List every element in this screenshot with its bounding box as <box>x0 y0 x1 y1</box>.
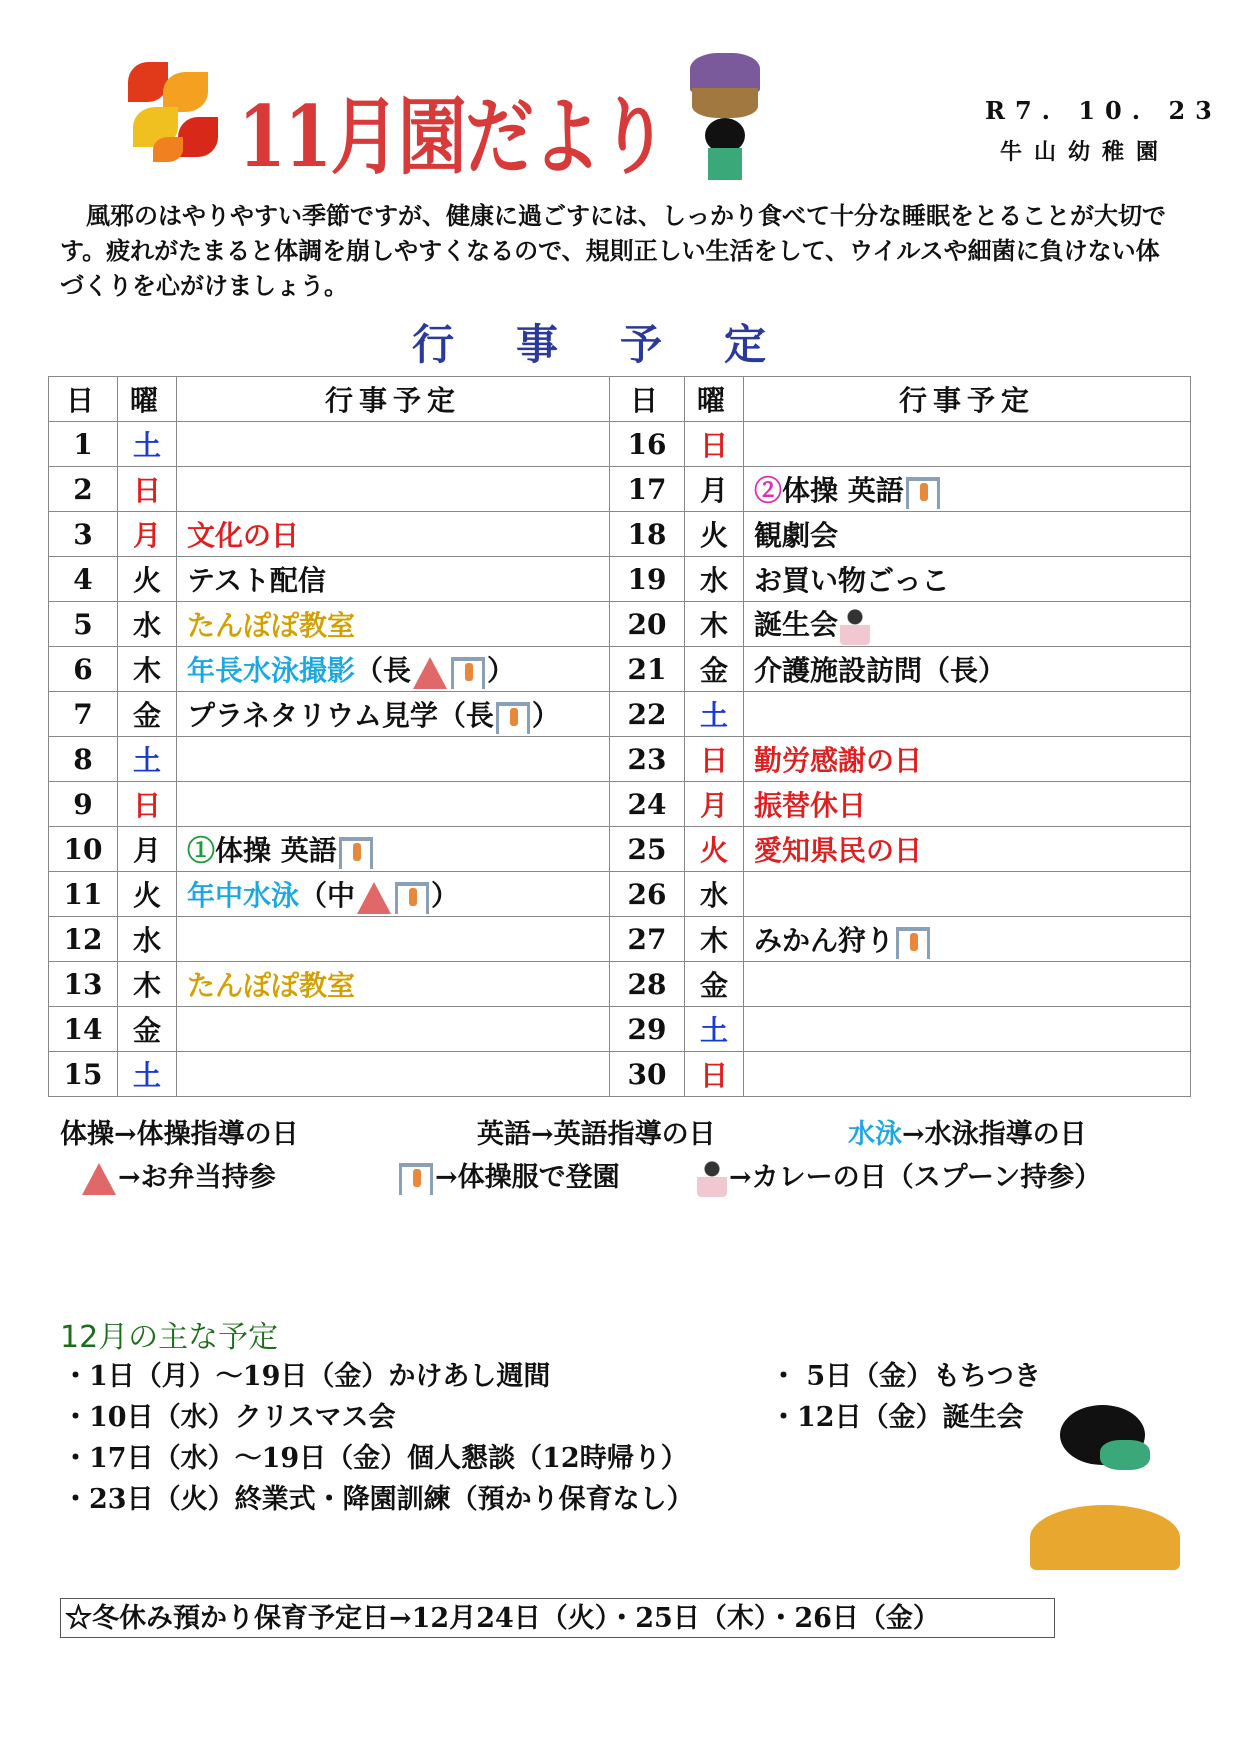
legend-suiei-key: 水泳 <box>848 1119 902 1150</box>
paren-close: ） <box>531 699 560 732</box>
weekday-cell: 金 <box>685 962 744 1007</box>
event-cell <box>177 962 610 1007</box>
header-day: 日 <box>49 377 118 422</box>
weekday-cell: 月 <box>118 512 177 557</box>
day-cell: 10 <box>49 827 118 872</box>
event-group: （長 <box>355 654 412 687</box>
day-cell: 12 <box>49 917 118 962</box>
legend-curry <box>695 1155 1101 1197</box>
legend-suiei-text: →水泳指導の日 <box>902 1119 1087 1150</box>
winter-childcare-notice: ☆冬休み預かり保育予定日→12月24日（火）・25日（木）・26日（金） <box>60 1598 1055 1638</box>
event-text: 介護施設訪問（長） <box>754 654 1007 687</box>
weekday-cell: 日 <box>118 467 177 512</box>
weekday-cell: 木 <box>118 647 177 692</box>
table-row <box>49 647 1191 692</box>
december-item: ・17日（水）～19日（金）個人懇談（12時帰り） <box>62 1443 688 1474</box>
event-cell <box>744 692 1191 737</box>
event-text: 愛知県民の日 <box>754 834 923 867</box>
day-cell: 18 <box>610 512 685 557</box>
event-text: 体操 英語 <box>215 834 337 867</box>
header-event: 行事予定 <box>177 377 610 422</box>
event-cell <box>177 917 610 962</box>
weekday-cell: 木 <box>685 917 744 962</box>
event-cell <box>744 737 1191 782</box>
event-cell <box>744 1052 1191 1097</box>
girl-eating-icon <box>840 609 870 645</box>
rice-ball-icon <box>82 1163 116 1195</box>
gym-bar-icon <box>906 477 940 509</box>
day-cell: 14 <box>49 1007 118 1052</box>
weekday-cell: 火 <box>685 827 744 872</box>
gym-bar-icon <box>339 837 373 869</box>
legend-bento-text: →お弁当持参 <box>118 1162 276 1193</box>
day-cell: 16 <box>610 422 685 467</box>
day-cell: 8 <box>49 737 118 782</box>
event-cell <box>744 602 1191 647</box>
event-text: プラネタリウム見学 <box>187 699 438 732</box>
weekday-cell: 金 <box>118 1007 177 1052</box>
event-cell <box>177 1052 610 1097</box>
day-cell: 19 <box>610 557 685 602</box>
day-cell: 27 <box>610 917 685 962</box>
event-cell <box>744 782 1191 827</box>
december-item: ・23日（火）終業式・降園訓練（預かり保育なし） <box>62 1484 694 1515</box>
gym-bar-icon <box>399 1163 433 1195</box>
day-cell: 21 <box>610 647 685 692</box>
legend-curry-text: →カレーの日（スプーン持参） <box>729 1162 1102 1193</box>
weekday-cell: 火 <box>118 557 177 602</box>
issue-date: R7. 10. 23 <box>985 96 1222 125</box>
weekday-cell: 土 <box>118 422 177 467</box>
event-text: 年長水泳撮影 <box>187 654 356 687</box>
day-cell: 6 <box>49 647 118 692</box>
event-cell <box>177 647 610 692</box>
event-cell <box>177 467 610 512</box>
table-header-row <box>49 377 1191 422</box>
gym-bar-icon <box>395 882 429 914</box>
day-cell: 28 <box>610 962 685 1007</box>
day-cell: 23 <box>610 737 685 782</box>
header-event: 行事予定 <box>744 377 1191 422</box>
event-text: たんぽぽ教室 <box>187 969 356 1002</box>
day-cell: 9 <box>49 782 118 827</box>
december-item: ・ 5日（金）もちつき <box>770 1361 1041 1392</box>
events-heading: 行事予定 <box>411 320 828 369</box>
day-cell: 1 <box>49 422 118 467</box>
event-cell <box>744 1007 1191 1052</box>
rice-ball-icon <box>357 882 391 914</box>
table-row <box>49 602 1191 647</box>
table-row <box>49 557 1191 602</box>
weekday-cell: 日 <box>685 422 744 467</box>
event-cell <box>177 557 610 602</box>
legend-eigo: 英語→英語指導の日 <box>477 1119 716 1150</box>
weekday-cell: 火 <box>685 512 744 557</box>
girl-eating-icon <box>697 1161 727 1197</box>
table-row <box>49 917 1191 962</box>
day-cell: 29 <box>610 1007 685 1052</box>
weekday-cell: 木 <box>685 602 744 647</box>
event-cell <box>177 422 610 467</box>
day-cell: 30 <box>610 1052 685 1097</box>
weekday-cell: 日 <box>685 737 744 782</box>
weekday-cell: 土 <box>118 737 177 782</box>
day-cell: 17 <box>610 467 685 512</box>
event-cell <box>744 512 1191 557</box>
day-cell: 20 <box>610 602 685 647</box>
day-cell: 4 <box>49 557 118 602</box>
table-row <box>49 782 1191 827</box>
weekday-cell: 火 <box>118 872 177 917</box>
december-right-list <box>770 1356 1041 1438</box>
december-item: ・1日（月）～19日（金）かけあし週間 <box>62 1361 551 1392</box>
weekday-cell: 月 <box>118 827 177 872</box>
table-row <box>49 422 1191 467</box>
weekday-cell: 水 <box>118 602 177 647</box>
header-weekday: 曜 <box>685 377 744 422</box>
header-day: 日 <box>610 377 685 422</box>
session-number: ② <box>754 474 783 507</box>
table-row <box>49 467 1191 512</box>
weekday-cell: 日 <box>118 782 177 827</box>
event-cell <box>744 962 1191 1007</box>
gym-bar-icon <box>451 657 485 689</box>
weekday-cell: 水 <box>685 872 744 917</box>
event-cell <box>177 872 610 917</box>
weekday-cell: 水 <box>118 917 177 962</box>
event-cell <box>177 692 610 737</box>
day-cell: 15 <box>49 1052 118 1097</box>
event-group: （長 <box>437 699 494 732</box>
event-cell <box>744 827 1191 872</box>
event-cell <box>744 422 1191 467</box>
event-cell <box>744 917 1191 962</box>
table-row <box>49 1007 1191 1052</box>
day-cell: 26 <box>610 872 685 917</box>
legend-taiso: 体操→体操指導の日 <box>60 1119 299 1150</box>
weekday-cell: 月 <box>685 782 744 827</box>
event-text: 年中水泳 <box>187 879 300 912</box>
day-cell: 25 <box>610 827 685 872</box>
school-name: 牛山幼稚園 <box>1000 139 1171 165</box>
event-cell <box>177 1007 610 1052</box>
table-row <box>49 692 1191 737</box>
december-left-list <box>62 1356 694 1520</box>
day-cell: 24 <box>610 782 685 827</box>
day-cell: 2 <box>49 467 118 512</box>
event-text: 観劇会 <box>754 519 839 552</box>
mascot-with-fruit-basket-illustration <box>680 48 780 188</box>
header-weekday: 曜 <box>118 377 177 422</box>
table-row <box>49 737 1191 782</box>
event-cell <box>177 512 610 557</box>
legend-gym-clothes <box>397 1155 620 1195</box>
weekday-cell: 土 <box>118 1052 177 1097</box>
weekday-cell: 土 <box>685 692 744 737</box>
day-cell: 13 <box>49 962 118 1007</box>
event-cell <box>177 827 610 872</box>
paren-close: ） <box>431 879 460 912</box>
legend-suiei <box>848 1112 1087 1151</box>
day-cell: 11 <box>49 872 118 917</box>
event-cell <box>744 557 1191 602</box>
rice-ball-icon <box>413 657 447 689</box>
autumn-maple-tree-illustration <box>118 52 233 172</box>
legend-gym-text: →体操服で登園 <box>435 1162 620 1193</box>
december-item: ・12日（金）誕生会 <box>770 1402 1024 1433</box>
table-row <box>49 962 1191 1007</box>
table-row <box>49 1052 1191 1097</box>
event-text: お買い物ごっこ <box>754 564 950 597</box>
event-group: （中 <box>299 879 356 912</box>
event-text: 誕生会 <box>754 608 839 642</box>
day-cell: 7 <box>49 692 118 737</box>
weekday-cell: 木 <box>118 962 177 1007</box>
intro-paragraph: 風邪のはやりやすい季節ですが、健康に過ごすには、しっかり食べて十分な睡眠をとることが大切です。疲れがたまると体調を崩しやすくなるので、規則正しい生活をして、ウイルスや細菌に負けない体づくりを心がけましょう。 <box>60 201 1166 300</box>
event-cell <box>744 647 1191 692</box>
event-cell <box>177 782 610 827</box>
day-cell: 3 <box>49 512 118 557</box>
newsletter-title: 11月園だより <box>238 87 667 186</box>
event-text: 振替休日 <box>754 789 867 822</box>
event-text: テスト配信 <box>187 564 326 597</box>
mascot-on-leaves-illustration <box>1030 1395 1180 1575</box>
weekday-cell: 月 <box>685 467 744 512</box>
day-cell: 5 <box>49 602 118 647</box>
day-cell: 22 <box>610 692 685 737</box>
gym-bar-icon <box>496 702 530 734</box>
paren-close: ） <box>487 654 516 687</box>
events-table <box>48 376 1191 1097</box>
event-cell <box>177 602 610 647</box>
event-text: 体操 英語 <box>782 474 904 507</box>
event-text: 勤労感謝の日 <box>754 744 923 777</box>
session-number: ① <box>187 834 216 867</box>
weekday-cell: 金 <box>685 647 744 692</box>
december-heading: 12月の主な予定 <box>60 1320 279 1355</box>
table-row <box>49 512 1191 557</box>
december-item: ・10日（水）クリスマス会 <box>62 1402 396 1433</box>
weekday-cell: 日 <box>685 1052 744 1097</box>
gym-bar-icon <box>896 927 930 959</box>
weekday-cell: 金 <box>118 692 177 737</box>
table-row <box>49 827 1191 872</box>
event-cell <box>744 467 1191 512</box>
table-row <box>49 872 1191 917</box>
event-text: たんぽぽ教室 <box>187 609 356 642</box>
weekday-cell: 土 <box>685 1007 744 1052</box>
event-cell <box>177 737 610 782</box>
weekday-cell: 水 <box>685 557 744 602</box>
event-text: 文化の日 <box>187 519 300 552</box>
event-text: みかん狩り <box>754 924 895 957</box>
event-cell <box>744 872 1191 917</box>
legend-bento <box>80 1155 276 1195</box>
